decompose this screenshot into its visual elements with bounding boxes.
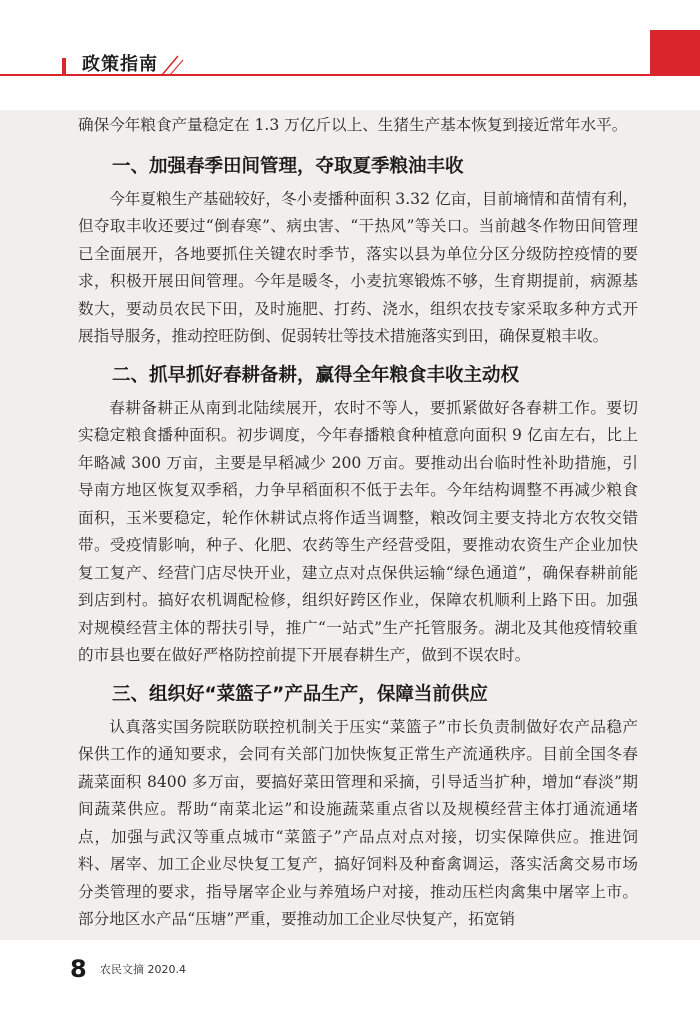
- page-number: 8: [70, 955, 87, 983]
- section-paragraph-3: 认真落实国务院联防联控机制关于压实“菜篮子”市长负责制做好农产品稳产保供工作的通知要求，会同有关部门加快恢复正常生产流通秩序。目前全国冬春蔬菜面积 8400 多万亩，要搞好菜田管理和采摘，引导适当扩种，增加“春淡”期间蔬菜供应。帮助“南菜北运”和设施蔬菜重点省以及规模经营主体打通流通堵点，加强与武汉等重点城市“菜篮子”产品点对点对接，切实保障供应。推进饲料、屠宰、加工企业尽快复工复产，搞好饲料及种畜禽调运，落实活禽交易市场分类管理的要求，指导屠宰企业与养殖场户对接，推动压栏肉禽集中屠宰上市。部分地区水产品“压塘”严重，要推动加工企业尽快复产，拓宽销: [78, 717, 638, 928]
- section-paragraph-2: 春耕备耕正从南到北陆续展开，农时不等人，要抓紧做好各春耕工作。要切实稳定粮食播种面积。初步调度，今年春播粮食种植意向面积 9 亿亩左右，比上年略减 300 万亩，主要是早稻减少 200 万亩。要推动出台临时性补助措施，引导南方地区恢复双季稻，力争早稻面积不低于去年。今年结构调整不再减少粮食面积，玉米要稳定，轮作休耕试点将作适当调整，粮改饲主要支持北方农牧交错带。受疫情影响，种子、化肥、农药等生产经营受阻，要推动农资生产企业加快复工复产、经营门店尽快开业，建立点对点保供运输“绿色通道”，确保春耕前能到店到村。搞好农机调配检修，组织好跨区作业，保障农机顺利上路下田。加强对规模经营主体的帮扶引导，推广“一站式”生产托管服务。湖北及其他疫情较重的市县也要在做好严格防控前提下开展春耕生产，做到不误农时。: [78, 398, 638, 664]
- article-body: [78, 112, 638, 934]
- section-title: 政策指南: [82, 54, 158, 75]
- section-paragraph-1: 今年夏粮生产基础较好，冬小麦播种面积 3.32 亿亩，目前墒情和苗情有利，但夺取丰收还要过“倒春寒”、病虫害、“干热风”等关口。当前越冬作物田间管理已全面展开，各地要抓住关键农时季节，落实以县为单位分区分级防控疫情的要求，积极开展田间管理。今年是暖冬，小麦抗寒锻炼不够，生育期提前，病源基数大，要动员农民下田，及时施肥、打药、浇水，组织农技专家采取多种方式开展指导服务，推动控旺防倒、促弱转壮等技术措施落实到田，确保夏粮丰收。: [78, 189, 638, 345]
- section-heading-2: 二、抓早抓好春耕备耕，赢得全年粮食丰收主动权: [112, 364, 520, 386]
- section-heading-3: 三、组织好“菜篮子”产品生产，保障当前供应: [112, 683, 488, 705]
- page-header: [0, 0, 700, 110]
- header-red-block: [650, 30, 700, 76]
- section-heading-1: 一、加强春季田间管理，夺取夏季粮油丰收: [112, 155, 464, 177]
- publication-info: 农民文摘 2020.4: [100, 963, 186, 976]
- lead-paragraph: 确保今年粮食产量稳定在 1.3 万亿斤以上、生猪生产基本恢复到接近常年水平。: [78, 116, 628, 134]
